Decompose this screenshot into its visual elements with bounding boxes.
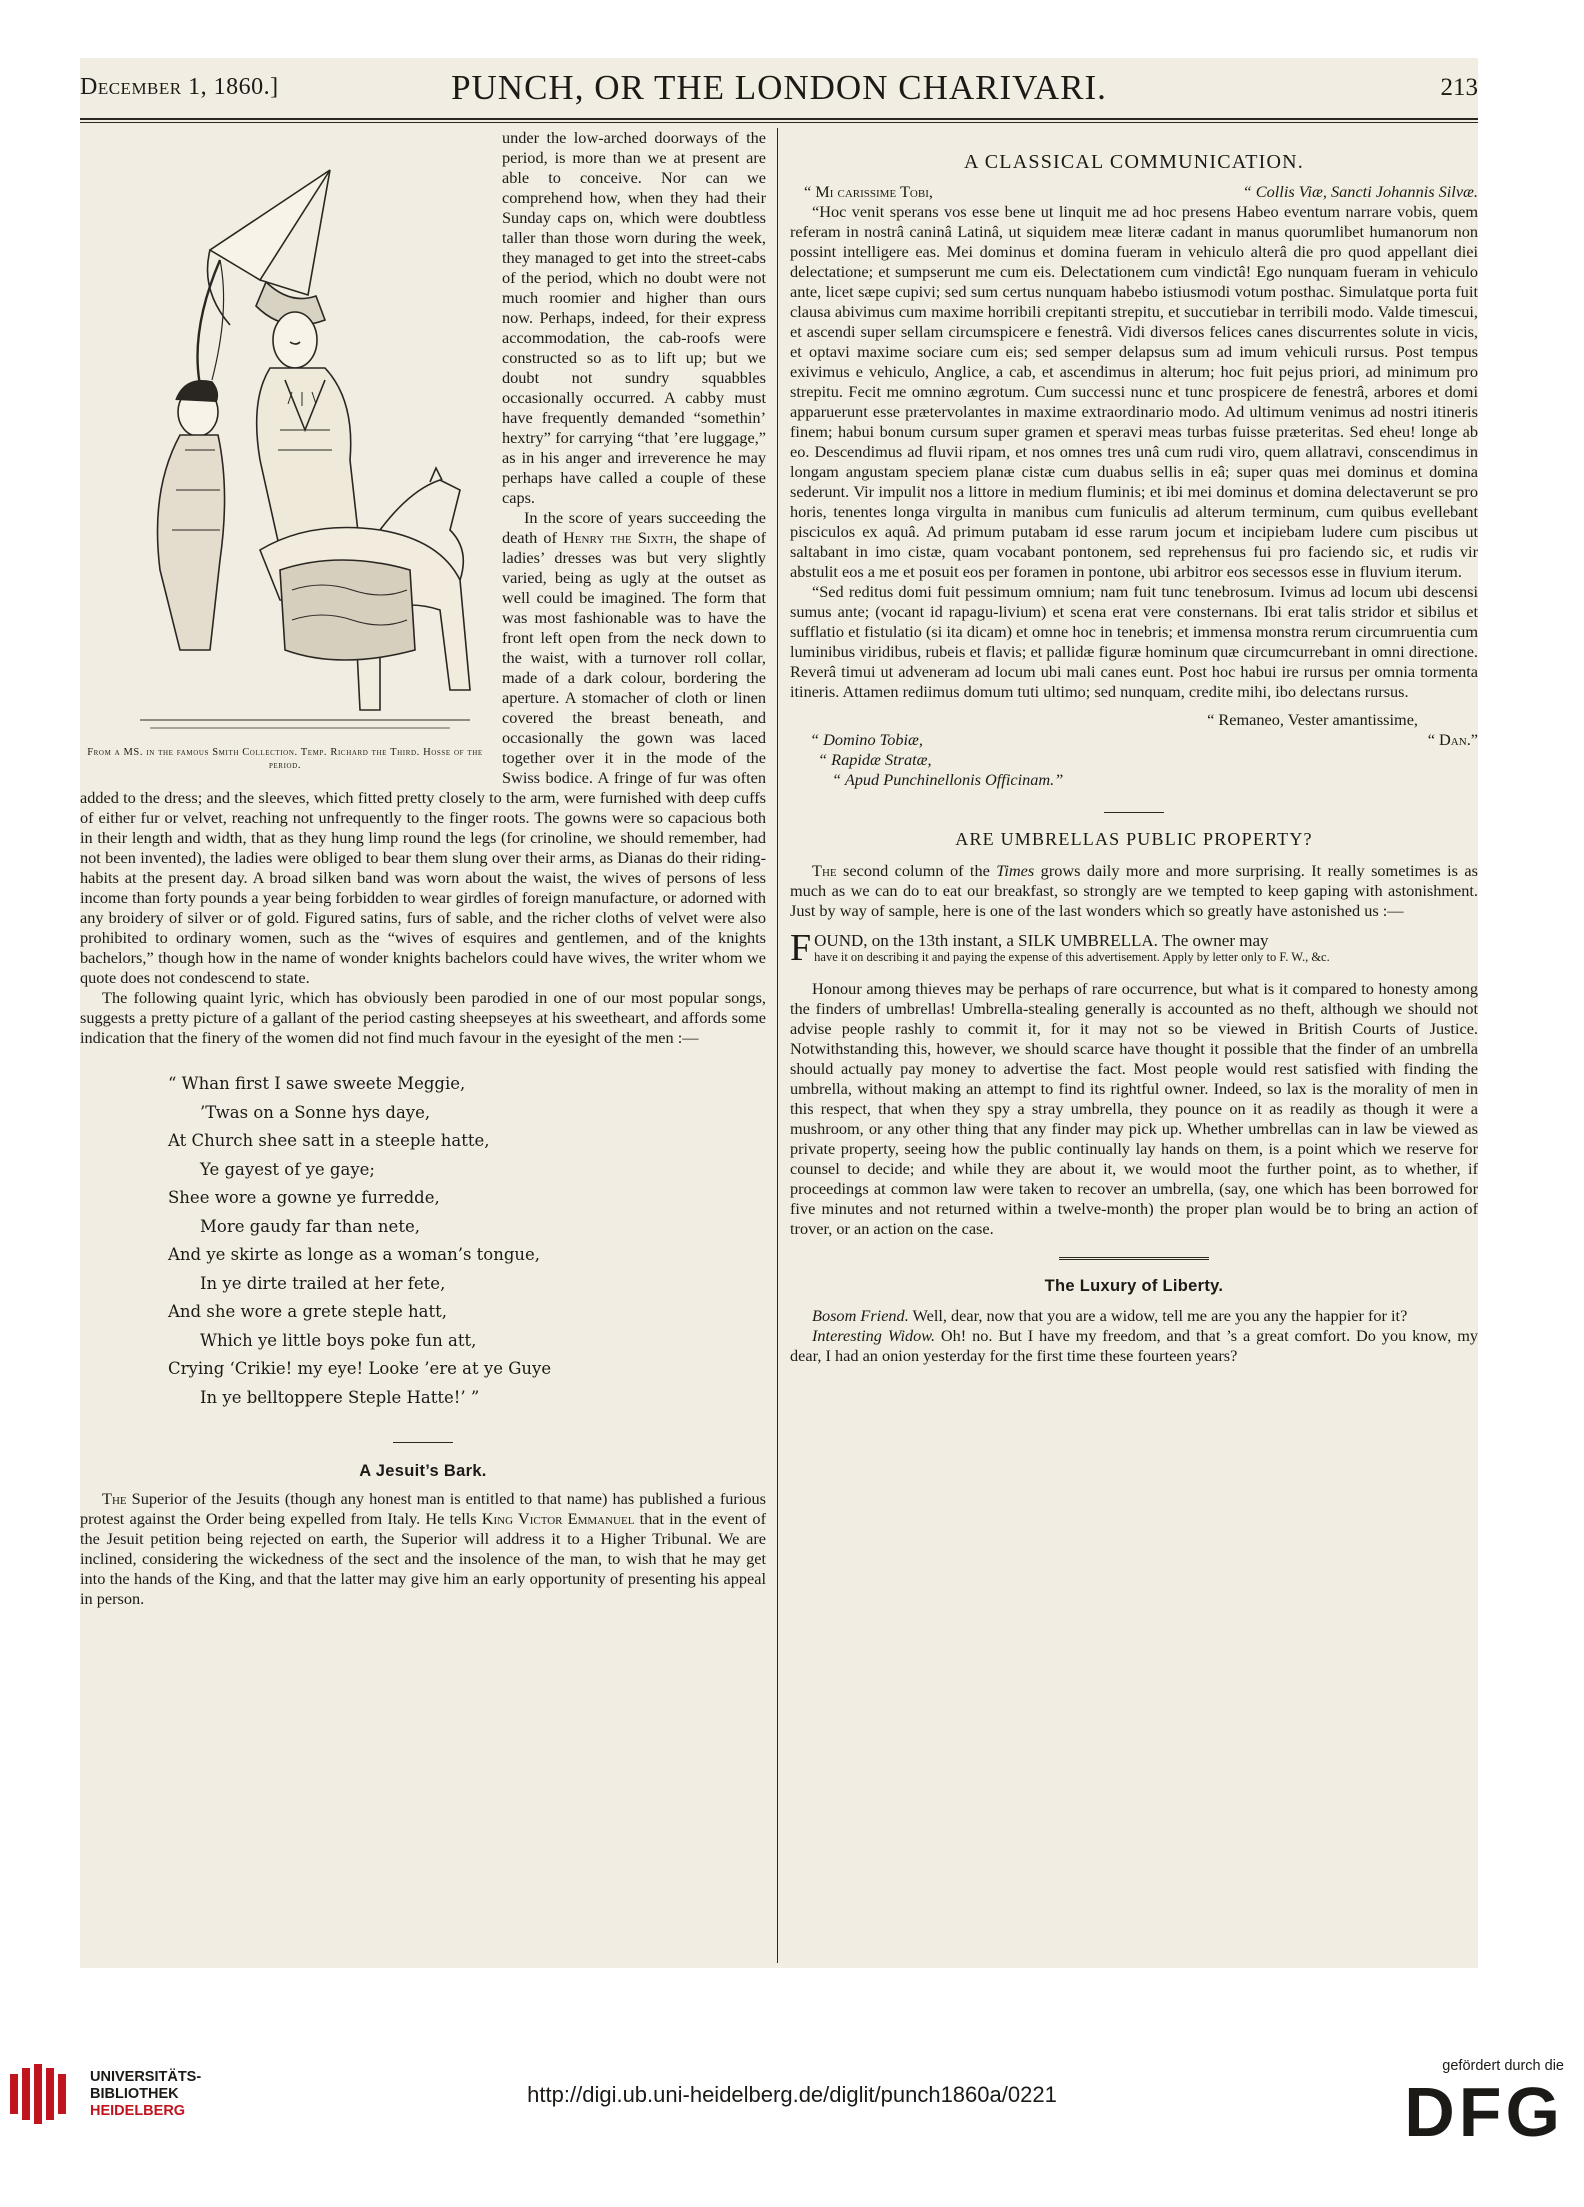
poem-line: More gaudy far than nete, xyxy=(200,1216,420,1236)
letter-address-3: “ Apud Punchinellonis Officinam.” xyxy=(832,770,1064,789)
luxury-dialogue-2 xyxy=(790,1326,1478,1366)
column-separator xyxy=(777,128,778,1963)
issue-date: December 1, 1860.] xyxy=(80,74,279,100)
newspaper-page xyxy=(80,58,1478,1968)
speaker-bosom-friend: Bosom Friend. xyxy=(812,1306,909,1325)
salutation xyxy=(790,182,1478,202)
costume-paragraph-start: In the score of years succeeding the death of xyxy=(502,508,766,547)
dfg-wordmark: DFG xyxy=(1404,2073,1564,2151)
poem-line: In ye belltoppere Steple Hatte!’ ” xyxy=(200,1387,480,1407)
luxury-line-1: Well, dear, now that you are a widow, tell me are you any the happier for it? xyxy=(908,1306,1408,1325)
jesuit-paragraph xyxy=(80,1489,766,1609)
poem-line: Which ye little boys poke fun att, xyxy=(200,1330,477,1350)
umbrellas-first-word: The xyxy=(812,861,837,880)
poem-line: ’Twas on a Sonne hys daye, xyxy=(200,1102,431,1122)
salutation-right: “ Collis Viæ, Sancti Johannis Silvæ. xyxy=(1242,182,1478,201)
lyric-intro-paragraph: The following quaint lyric, which has obviously been parodied in one of our most popular songs, suggests a pretty picture of a gallant of the period casting sheepseyes at his sweetheart, and affords some indication that the finery of the women did not find much favour in the eyesight of the men :— xyxy=(80,988,766,1047)
jesuit-text-a: Superior of the Jesuits (though any honest man is entitled to that name) has published a furious protest against the Order being expelled from Italy. He tells xyxy=(80,1489,766,1528)
advert-detail: have it on describing it and paying the expense of this advertisement. Apply by letter only to F. W., &c. xyxy=(814,950,1330,964)
page-header xyxy=(80,58,1478,120)
luxury-line-2: Oh! no. But I have my freedom, and that ’s a great comfort. Do you know, my dear, I had an onion yesterday for the first time these fourteen years? xyxy=(790,1326,1478,1365)
digitization-footer xyxy=(0,1978,1584,2207)
letter-address-row xyxy=(790,730,1478,750)
umbrellas-intro-b: grows daily more and more surprising. It really sometimes is as much as we can do to eat our breakfast, so strongly are we tempted to keep gaping with astonishment. Just by way of sample, here is one of the last wonders which so greatly have astonished us :— xyxy=(790,861,1478,920)
costume-paragraph-rest: , the shape of ladies’ dresses was but very slightly varied, being as ugly at the outset as well could be imagined. The form that was most fashionable was to have the front left open from the neck down to the waist, with a turnover roll collar, made of a dark colour, bordering the aperture. A stomacher of cloth or linen covered the breast beneath, and occasionally the gown was laced together over it in the mode of the Swiss bodice. A fringe of fur was often added to the dress; and the sleeves, which fitted pretty closely to the arm, were furnished with deep cuffs of either fur or velvet, reaching not unfrequently to the finger roots. The gowns were so capacious both in their length and width, that as they hung limp round the legs (for crinoline, we should remember, had not been invented), the ladies were obliged to bear them slung over their arms, as Dianas do their riding-habits at the present day. A broad silken band was worn about the waist, the wives of persons of less income than forty pounds a year being forbidden to wear girdles of foreign manufacture, or adorned with any broidery of silver or of gold. Figured satins, furs of sable, and the richer cloths of velvet were also prohibited to ordinary women, such as the “wives of esquires and gentlemen, and of the knights bachelors,” though how in the name of wonder knights bachelors could have wives, the writer whom we quote does not condescend to state. xyxy=(80,528,766,987)
left-column xyxy=(80,128,766,1609)
poem-line: Shee wore a gowne ye furredde, xyxy=(168,1188,440,1207)
advert-main: OUND, on the 13th instant, a SILK UMBRELLA. The owner may xyxy=(814,931,1269,950)
jesuit-text-b: that in the event of the Jesuit petition being rejected on earth, the Superior will address it to a Higher Tribunal. We are inclined, considering the wickedness of the sect and the insolence of the man, to wish that he may get into the hands of the King, and that the latter may give him an early opportunity of presenting his appeal in person. xyxy=(80,1509,766,1608)
funded-by-label: gefördert durch die xyxy=(1442,2058,1564,2074)
times-name: Times xyxy=(996,861,1035,880)
figure-caption: From a MS. in the famous Smith Collection. Temp. Richard the Third. Hosse of the period. xyxy=(87,747,483,771)
salutation-left: “ Mi carissime Tobi, xyxy=(804,182,933,201)
quaint-lyric xyxy=(168,1070,766,1412)
king-victor-name: King Victor Emmanuel xyxy=(481,1509,635,1528)
letter-address-1: “ Domino Tobiæ, xyxy=(810,730,923,749)
umbrellas-intro xyxy=(790,861,1478,921)
dfg-funding-logo xyxy=(1404,2058,1564,2150)
latin-letter-body: “Hoc venit sperans vos esse bene ut linquit me ad hoc presens Habeo eventum narrare vobis, quem referam in nostrâ caninâ Latinâ, ut siquidem meæ literæ cadant in manus quorumlibet humanorum non possint intelligere eas. Mei dominus et domina fueram in vehiculo alterâ die pro quod appellant diei delectatione; et sumpserunt me cum eis. Delectationem cum vindictâ! Ego nunquam fueram in vehiculo ante, licet sæpe cupivi; sed sum certus nunquam habebo istiusmodi votum posthac. Simulatque porta fuit clausa abivimus cum maxime horribili crepitanti strepitu, et succutiebar in terribili modo. Valde timescui, et ascendi super sellam circumspicere e fenestrâ. Vidi diversos felices canes discurrentes solute in vicis, et optavi maxime sociare cum eis; sed semper delapsus sum ad imum vehiculi rursus. Post tempus exivimus e vehiculo, Anglice, a cab, et ascendimus in alterum; hoc fuit pejus priori, ad minimum pro strepitu. Fecit me omnino ægrotum. Cum successi nunc et tunc prospicere de fenestrâ, arbores et domi apparuerunt esse prætervolantes in maxime extraordinario modo. Ad ultimum venimus ad nostri itineris finem; habui bonum cursum super gramen et speravi meas turbas fuisse præteritas. Sed eheu! longe ab eo. Descendimus ad fluvii ripam, et nos omnes tres unâ cum rudi viro, quem allatravi, conscendimus in longam angustam speciem planæ cistæ cum duabus sellis in eâ; super quas mei dominus et domina sederunt. Vir impulit nos a littore in medium fluminis; et ibi mei dominus et domina delectaverunt se pro horis, tenentes longa virgulta in manibus cum funiculis ad alterum terminum, cum quibus evellebant pisciculos ex aquâ. Ad primum putabam id esse rarum jocum et incipiebam ludere cum piscibus ut saltabant in imo cistæ, quam vocabant pontonem, sed reprehensus fui pro faciendo sic, et rudis vir abstulit eos a me et posuit eos per foramen in pontone, ubi arbitror eos secessos esse in fluvium iterum. xyxy=(790,202,1478,581)
umbrellas-heading: ARE UMBRELLAS PUBLIC PROPERTY? xyxy=(955,829,1313,849)
library-name-line-3: HEIDELBERG xyxy=(90,2102,186,2119)
jesuit-first-word: The xyxy=(102,1489,127,1508)
library-name-line-1: UNIVERSITÄTS- xyxy=(90,2068,202,2085)
umbrella-advertisement xyxy=(790,927,1478,969)
poem-line: At Church shee satt in a steeple hatte, xyxy=(168,1131,490,1150)
poem-line: In ye dirte trailed at her fete, xyxy=(200,1273,446,1293)
latin-letter-body-2: “Sed reditus domi fuit pessimum omnium; nam fuit tunc tenebrosum. Ivimus ad locum ubi descensi sumus ante; (vocant id rapagu-livium) et scena erat vere consternans. Ibi erat talis stridor et sibilus et sufflatio et fistulatio (si ita dicam) et omne hoc in tenebris; et immensa monstra rerum circumruentia cum luminibus viridibus, rubeis et flavis; et pallidæ figuræ hominum quæ circumcurrebant in omni directione. Reverâ timui ut adveneram ad locum ubi mali canes eunt. Post hoc habui ire rursus per omnia tormenta itineris. Attamen rediimus domum tuti ultimo; sed nunquam, credite mihi, ibo delectans rursus. xyxy=(790,582,1478,701)
poem-line: Ye gayest of ye gaye; xyxy=(200,1159,375,1179)
classical-heading: A CLASSICAL COMMUNICATION. xyxy=(964,151,1304,173)
luxury-heading: The Luxury of Liberty. xyxy=(1044,1277,1224,1295)
intro-paragraph: under the low-arched doorways of the period, is more than we at present are able to conceive. Nor can we comprehend how, when they had their Sunday caps on, which were doubtless taller than those worn during the week, they managed to get into the street-cabs of the period, which no doubt were not much roomier and higher than ours now. Perhaps, indeed, for their express accommodation, the cab-roofs were constructed so as to lift up; but we doubt not sundry squabbles occasionally occurred. A cabby must have frequently demanded “somethin’ hextry” for carrying “that ’ere luggage,” as in his anger and irreverence he may perhaps have called a couple of these caps. xyxy=(502,128,766,507)
luxury-dialogue-1 xyxy=(790,1306,1478,1326)
letter-closing: “ Remaneo, Vester amantissime, xyxy=(1207,710,1418,729)
advert-initial: F xyxy=(790,927,812,969)
section-rule xyxy=(1104,812,1164,813)
umbrellas-intro-a: second column of the xyxy=(836,861,997,880)
right-column xyxy=(790,128,1478,1366)
poem-line: And she wore a grete steple hatt, xyxy=(168,1302,448,1321)
umbrellas-body: Honour among thieves may be perhaps of rare occurrence, but what is it compared to honesty among the finders of umbrellas! Umbrella-stealing generally is accounted as no theft, although we should not advise people rashly to commit it, for it may not so be viewed in British Courts of Justice. Notwithstanding this, however, we should scarce have thought it possible that the finder of an umbrella should actually pay money to advertise the fact. Most people would rest satisfied with finding the umbrella, without making an attempt to find its rightful owner. Indeed, so lax is the morality of men in this respect, that when they spy a stray umbrella, they pounce on it as readily as though it were a mushroom, or any other thing that any finder may pick up. Whether umbrellas can in law be viewed as private property, seeing how the public continually lay hands on them, is a point which we reserve for counsel to decide; and while they are about it, we would moot the further point, as to whether, if proceedings at common law were taken to recover an umbrella, (say, one which has been borrowed for five minutes and not returned within a twelve-month) the proper plan would be to bring an action of trover, or an action on the case. xyxy=(790,979,1478,1238)
library-name-line-2: BIBLIOTHEK xyxy=(90,2085,179,2102)
page-number: 213 xyxy=(1440,74,1478,101)
section-rule xyxy=(393,1442,453,1443)
king-name: Henry the Sixth xyxy=(563,528,674,547)
masthead-title: PUNCH, OR THE LONDON CHARIVARI. xyxy=(451,68,1107,107)
letter-signature: “ Dan.” xyxy=(1427,730,1478,749)
speaker-widow: Interesting Widow. xyxy=(812,1326,936,1345)
poem-line: “ Whan first I sawe sweete Meggie, xyxy=(168,1074,466,1093)
letter-address-2: “ Rapidæ Stratæ, xyxy=(818,750,932,769)
section-double-rule xyxy=(1059,1257,1209,1260)
illustration-figure xyxy=(80,130,490,770)
header-rule xyxy=(80,122,1478,123)
poem-line: Crying ‘Crikie! my eye! Looke ’ere at ye Guye xyxy=(168,1359,552,1378)
jesuit-heading: A Jesuit’s Bark. xyxy=(359,1462,487,1480)
hennin-lady-illustration xyxy=(80,130,490,740)
source-url-link[interactable]: http://digi.ub.uni-heidelberg.de/diglit/punch1860a/0221 xyxy=(527,2082,1057,2107)
poem-line: And ye skirte as longe as a woman’s tongue, xyxy=(168,1245,541,1264)
